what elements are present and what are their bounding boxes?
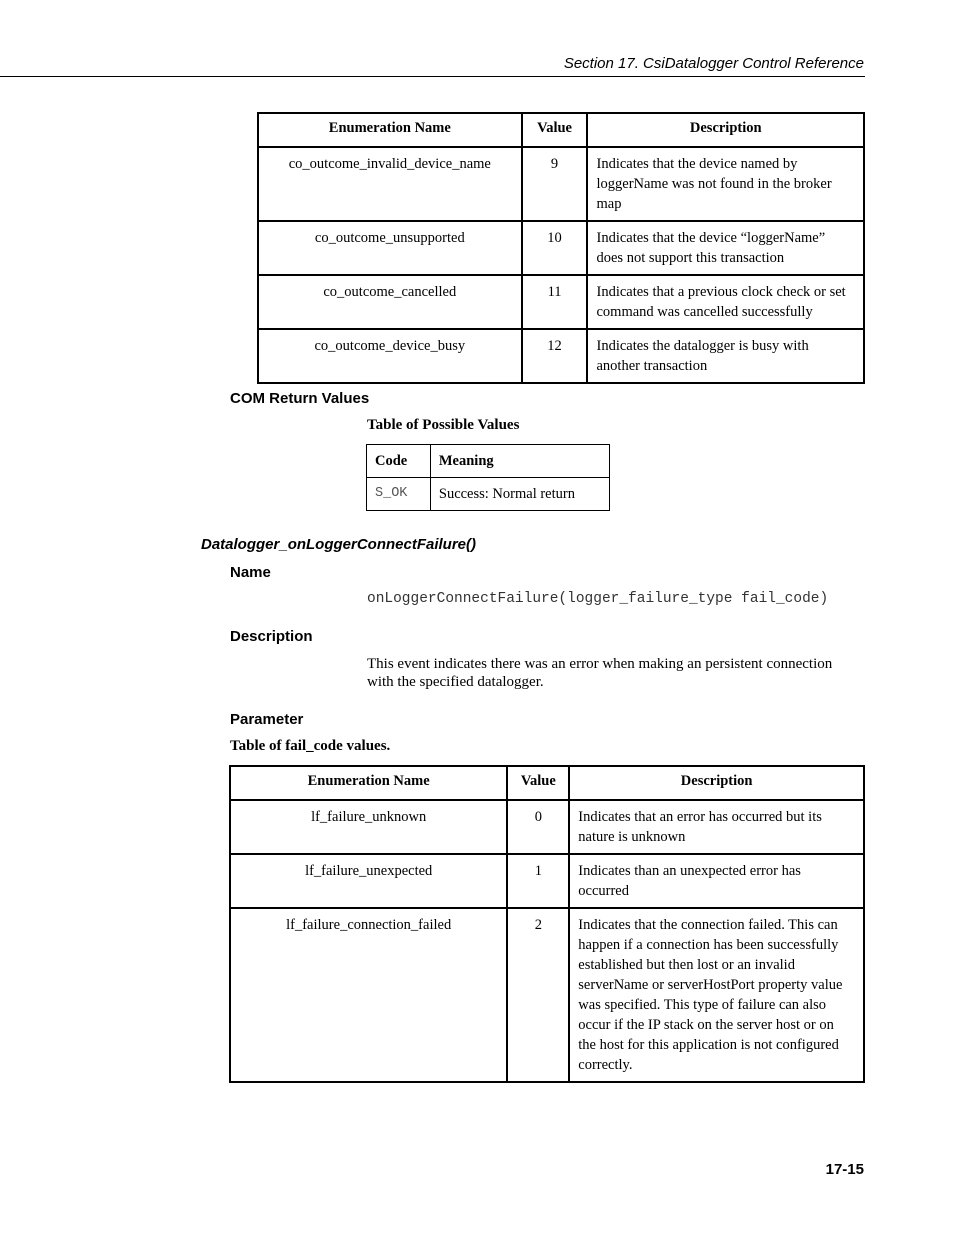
table-row	[258, 275, 864, 329]
enum-description: Indicates that a previous clock check or set command was cancelled successfully	[587, 275, 864, 329]
enum-name: lf_failure_unknown	[230, 800, 507, 854]
table-header-row	[367, 445, 610, 478]
fail-code-caption: Table of fail_code values.	[230, 738, 391, 754]
enum-description: Indicates that the device “loggerName” does not support this transaction	[587, 221, 864, 275]
function-title: Datalogger_onLoggerConnectFailure()	[201, 536, 477, 553]
outcome-table	[257, 112, 865, 384]
table-header-row	[230, 766, 864, 800]
column-header: Description	[587, 113, 864, 147]
name-heading: Name	[230, 564, 271, 581]
function-signature: onLoggerConnectFailure(logger_failure_type fail_code)	[367, 591, 829, 607]
enum-description: Indicates that an error has occurred but its nature is unknown	[569, 800, 864, 854]
running-header: Section 17. CsiDatalogger Control Reference	[563, 55, 864, 72]
page-number: 17-15	[825, 1161, 864, 1178]
possible-values-caption: Table of Possible Values	[367, 417, 520, 433]
return-meaning: Success: Normal return	[430, 478, 609, 511]
table-row	[258, 329, 864, 383]
enum-description: Indicates the datalogger is busy with another transaction	[587, 329, 864, 383]
parameter-heading: Parameter	[230, 711, 304, 728]
enum-name: co_outcome_device_busy	[258, 329, 522, 383]
enum-value: 11	[522, 275, 588, 329]
column-header: Description	[569, 766, 864, 800]
description-text: This event indicates there was an error when making an persistent connection with the specified datalogger.	[367, 656, 833, 690]
return-values-table	[366, 444, 610, 511]
enum-description: Indicates than an unexpected error has occurred	[569, 854, 864, 908]
column-header: Enumeration Name	[258, 113, 522, 147]
enum-name: co_outcome_cancelled	[258, 275, 522, 329]
return-code: S_OK	[367, 478, 431, 511]
column-header: Value	[507, 766, 569, 800]
enum-value: 2	[507, 908, 569, 1082]
description-heading: Description	[230, 628, 313, 645]
table-row	[230, 800, 864, 854]
column-header: Code	[367, 445, 431, 478]
enum-name: lf_failure_unexpected	[230, 854, 507, 908]
enum-value: 12	[522, 329, 588, 383]
column-header: Enumeration Name	[230, 766, 507, 800]
table-row	[367, 478, 610, 511]
enum-value: 10	[522, 221, 588, 275]
enum-name: co_outcome_invalid_device_name	[258, 147, 522, 221]
enum-description: Indicates that the device named by loggerName was not found in the broker map	[587, 147, 864, 221]
table-row	[258, 147, 864, 221]
table-row	[230, 908, 864, 1082]
header-rule	[0, 76, 865, 77]
enum-value: 0	[507, 800, 569, 854]
table-row	[258, 221, 864, 275]
enum-value: 9	[522, 147, 588, 221]
column-header: Value	[522, 113, 588, 147]
enum-name: lf_failure_connection_failed	[230, 908, 507, 1082]
enum-value: 1	[507, 854, 569, 908]
enum-name: co_outcome_unsupported	[258, 221, 522, 275]
table-row	[230, 854, 864, 908]
enum-description: Indicates that the connection failed. This can happen if a connection has been successfully established but then lost or an invalid serverName or serverHostPort property value was specified. This type of failure can also occur if the IP stack on the server host or on the host for this application is not configured correctly.	[569, 908, 864, 1082]
fail-code-table	[229, 765, 865, 1083]
column-header: Meaning	[430, 445, 609, 478]
table-header-row	[258, 113, 864, 147]
com-return-heading: COM Return Values	[230, 390, 370, 407]
